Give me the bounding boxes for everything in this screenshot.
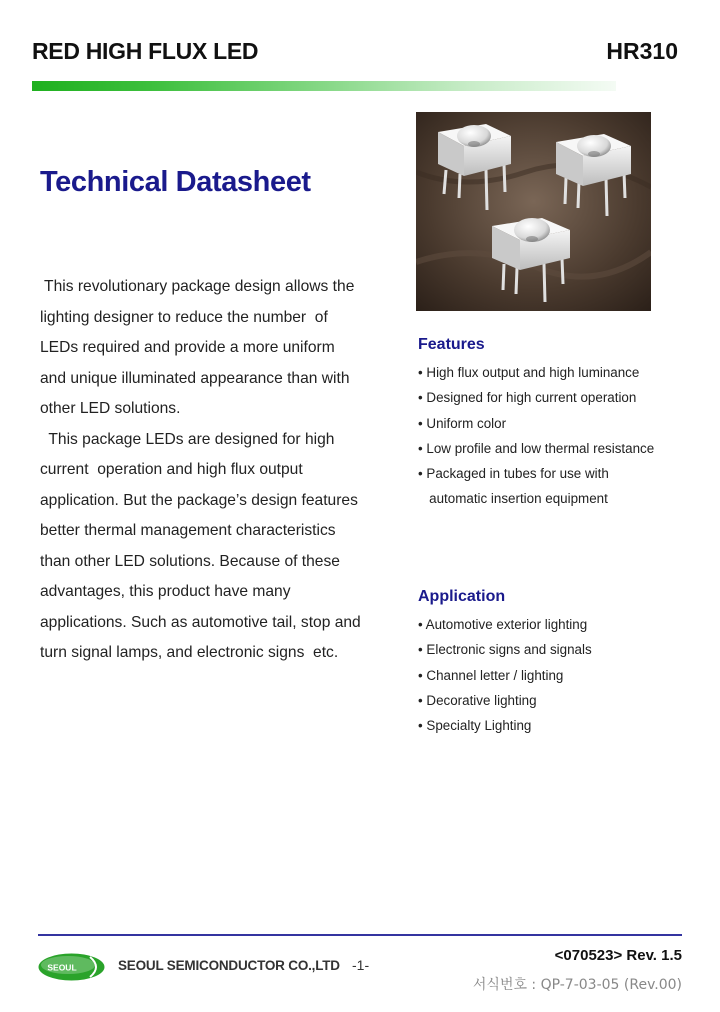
feature-item: • Low profile and low thermal resistance (418, 440, 655, 456)
intro-line: applications. Such as automotive tail, stop and (40, 613, 361, 631)
intro-line: lighting designer to reduce the number of (40, 308, 328, 326)
feature-item: • Packaged in tubes for use with (418, 466, 609, 482)
features-list (418, 360, 654, 512)
intro-line: current operation and high flux output (40, 461, 303, 478)
application-item: • Decorative lighting (418, 692, 537, 708)
feature-item: • Uniform color (418, 415, 507, 431)
intro-line: This package LEDs are designed for high (40, 430, 335, 448)
header-accent-bar (32, 81, 616, 91)
application-title: Application (418, 588, 506, 605)
footer-divider (38, 934, 682, 936)
features-title: Features (418, 336, 485, 353)
product-title: RED HIGH FLUX LED (32, 38, 259, 64)
intro-line: advantages, this product have many (40, 583, 291, 600)
intro-paragraph (40, 272, 380, 669)
intro-line: and unique illuminated appearance than with (40, 369, 350, 387)
application-item: • Channel letter / lighting (418, 667, 564, 683)
feature-item: automatic insertion equipment (418, 491, 608, 507)
page-number: -1- (352, 957, 370, 973)
application-list (418, 612, 592, 738)
feature-item: • High flux output and high luminance (418, 365, 640, 380)
intro-line: other LED solutions. (40, 400, 181, 417)
intro-line: better thermal management characteristics (40, 522, 336, 539)
application-item: • Automotive exterior lighting (418, 617, 588, 632)
feature-item: • Designed for high current operation (418, 390, 637, 406)
application-item: • Specialty Lighting (418, 718, 532, 734)
intro-line: turn signal lamps, and electronic signs etc. (40, 644, 339, 661)
form-number: 서식번호 : QP-7-03-05 (Rev.00) (472, 977, 682, 993)
intro-line: application. But the package’s design features (40, 491, 358, 509)
company-name: SEOUL SEMICONDUCTOR CO.,LTD (118, 958, 340, 973)
company-logo (38, 953, 105, 981)
application-item: • Electronic signs and signals (418, 642, 592, 658)
led-product-photo (416, 112, 651, 311)
part-number: HR310 (606, 38, 678, 64)
document-heading: Technical Datasheet (40, 166, 311, 198)
revision-label: <070523> Rev. 1.5 (554, 947, 682, 964)
intro-line: LEDs required and provide a more uniform (40, 339, 335, 356)
intro-line: than other LED solutions. Because of these (40, 552, 340, 570)
intro-line: This revolutionary package design allows the (40, 278, 355, 295)
logo-text: SEOUL (47, 962, 77, 973)
